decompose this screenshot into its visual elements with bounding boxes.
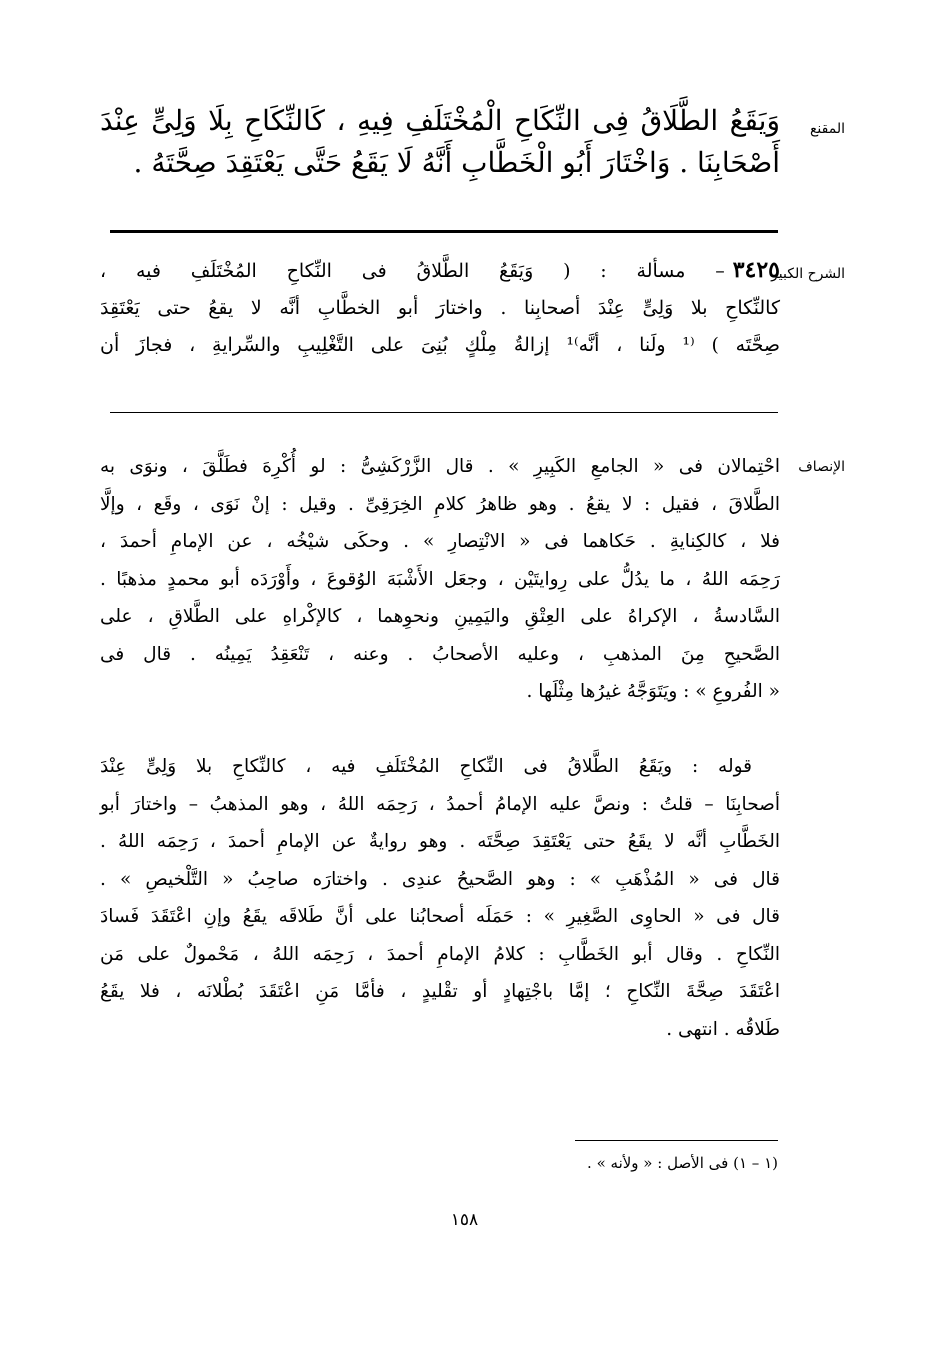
section-label-insaf: الإنصاف	[798, 459, 845, 475]
text-line: فلا ، كالكِنايةِ . حَكاهما فى « الانْتِصارِ » . وحكَى شيْخُه ، عن الإمامِ أحمدَ ،	[100, 531, 780, 552]
text-line: قوله : ويَقَعُ الطَّلاقُ فى النِّكاحِ المُخْتَلَفِ فيه ، كالنِّكاحِ بلا وَلِىٍّ عِنْدَ	[100, 756, 752, 777]
text-line: أصحابِنَا – قلتُ : ونصَّ عليه الإمامُ أحمدُ ، رَحِمَه اللهُ ، وهو المذهبُ – واختارَ أبو	[100, 793, 780, 815]
text-line: صِحَّتَه ) ⁽¹ ولَنا ، أنَّه⁾¹ إزالةُ مِلْكٍ بُنِىَ على التَّغْلِيبِ والسِّرايةِ ، فجازَ أن	[100, 334, 780, 356]
muqni-text	[100, 100, 780, 184]
section-label-sharh: الشرح الكبير	[771, 266, 845, 282]
text-line: الخَطَّابِ أنَّه لا يقَعُ حتى يَعْتَقِدَ صِحَّتَه . وهو روايةٌ عن الإمامِ أحمدَ ، رَحِمَه اللهُ .	[100, 831, 780, 852]
section-divider-thick	[110, 230, 778, 233]
text-line: رَحِمَه اللهُ ، ما يدُلُّ على رِوايتَيْن ، وجعَل الأَشْبَهَ الوُقوعَ ، وأَوْرَدَه أبو محمدٍ مذهبًا .	[100, 568, 780, 590]
text-line: احْتِمالان فى « الجامعِ الكَبِيرِ » . قال الزَّرْكَشِىُّ : لو أُكْرِهَ فطَلَّقَ ، ونوَى به	[100, 456, 780, 477]
text-line: وَيَقَعُ الطَّلَاقُ فِى النِّكَاحِ الْمُخْتَلَفِ فِيهِ ، كَالنِّكَاحِ بِلَا وَلِىٍّ عِنْدَ	[100, 104, 780, 137]
text-line: الطَّلاقَ ، فقيل : لا يقعُ . وهو ظاهرُ كلامِ الخِرَقِىِّ . وقيل : إنْ نَوَى ، وقَع ، وإلَّا	[100, 493, 780, 515]
text-line: الصَّحيحِ مِنَ المذهبِ ، وعليه الأصحابُ . وعنه ، تَنْعَقِدُ يَمِينُه . قال فى	[100, 643, 780, 665]
qawl-paragraph	[100, 748, 780, 1048]
page-number: ١٥٨	[450, 1210, 479, 1230]
sharh-text	[100, 252, 780, 364]
text-line: أَصْحَابِنَا . وَاخْتَارَ أَبُو الْخَطَّابِ أَنَّهُ لَا يَقَعُ حَتَّى يَعْتَقِدَ صِحَّتَهُ .	[133, 146, 780, 179]
section-label-muqni: المقنع	[809, 121, 845, 137]
issue-number: ٣٤٢٥	[732, 257, 780, 283]
text-line: النِّكاحِ . وقال أبو الخَطَّابِ : كلامُ الإمامِ أحمدَ ، رَحِمَه اللهُ ، مَحْمولٌ على مَن	[100, 943, 780, 965]
text-line: قال فى « المُذْهَبِ » : وهو الصَّحيحُ عندِى . واختارَه صاحِبُ « التَّلْخيصِ » .	[100, 868, 780, 890]
text-line: اعْتَقَدَ صِحَّةَ النِّكاحِ ؛ إمَّا باجْتِهادٍ أو تقْليدٍ ، فأمَّا مَنِ اعْتَقَدَ بُطْلانَه ، فلا يقَعُ	[100, 981, 780, 1002]
section-divider-thin	[110, 412, 778, 413]
footnote: (١ – ١) فى الأصل : « ولأنه » .	[587, 1154, 778, 1172]
footnote-divider	[575, 1140, 778, 1141]
text-line	[100, 252, 780, 290]
text-line: السَّادسةُ ، الإكراهُ على العِتْقِ واليَمِينِ ونحوِهما ، كالإكْراهِ على الطَّلاقِ ، على	[100, 606, 780, 627]
text-line-rest: – مسألة : ( وَيَقَعُ الطَّلاقُ فى النِّكاحِ المُخْتَلَفِ فيه ،	[100, 260, 725, 282]
text-line: « الفُروعِ » : ويَتَوَجَّهُ غيرُها مِثْلَها .	[526, 681, 780, 702]
text-line: طَلاقُه . انتهى .	[666, 1018, 780, 1040]
text-line: قال فى « الحاوِى الصَّغِيرِ » : حَمَلَه أصحابُنا على أنَّ طَلاقَه يقَعُ وإنِ اعْتَقَدَ فَسادَ	[100, 906, 780, 927]
insaf-text	[100, 448, 780, 711]
text-line: كالنِّكاحِ بلا وَلِىٍّ عِنْدَ أصحابِنا . واختارَ أبو الخطَّابِ أنَّه لا يقعُ حتى يَعْتَقِدَ	[100, 297, 780, 319]
